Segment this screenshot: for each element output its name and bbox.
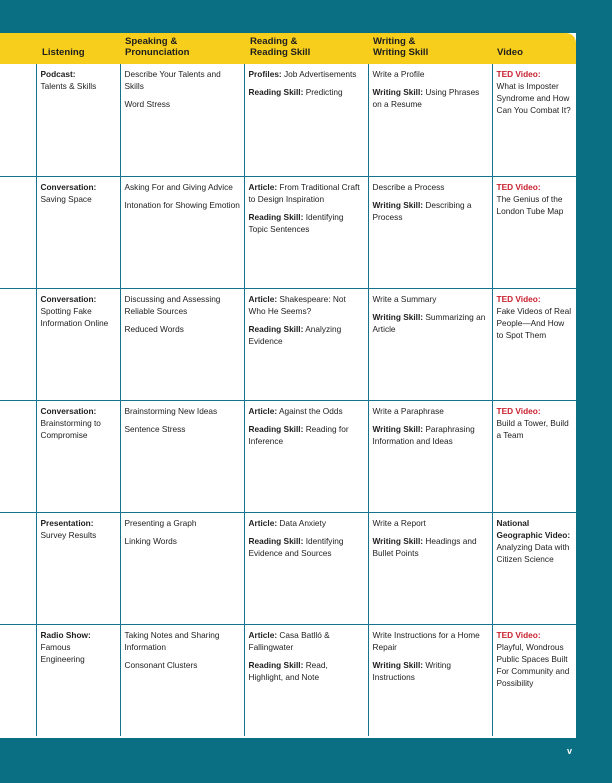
reading-cell [244,288,368,400]
reading-text: Article: Shakespeare: Not Who He Seems? [248,293,346,316]
unit-cell [0,64,36,176]
video-source: TED Video: [496,293,541,304]
table-row [0,624,576,736]
speaking-topic: Presenting a Graph [124,517,197,528]
reading-cell [244,400,368,512]
writing-skill: Writing Skill: Using Phrases on a Resume [372,87,480,109]
speaking-topic: Asking For and Giving Advice [124,181,233,192]
writing-cell [368,176,492,288]
page-number: v [567,746,573,756]
listening-cell [36,400,120,512]
table-row [0,288,576,400]
header-video: Video [497,47,523,58]
listening-title: Survey Results [40,529,97,540]
speaking-cell [120,288,244,400]
listening-title: Saving Space [40,193,92,204]
speaking-cell [120,400,244,512]
listening-type: Conversation: [40,405,97,416]
unit-cell [0,512,36,624]
writing-cell [368,624,492,736]
writing-cell [368,512,492,624]
unit-cell [0,176,36,288]
video-title: The Genius of the London Tube Map [496,193,564,216]
pronunciation-topic: Linking Words [124,535,177,546]
writing-skill: Writing Skill: Summarizing an Article [372,311,486,334]
speaking-cell [120,512,244,624]
writing-skill: Writing Skill: Writing Instructions [372,659,452,682]
writing-task: Write Instructions for a Home Repair [372,629,480,652]
reading-cell [244,624,368,736]
speaking-cell [120,176,244,288]
unit-cell [0,288,36,400]
video-title: Build a Tower, Build a Team [496,417,569,440]
header-listening: Listening [42,47,85,58]
speaking-topic: Describe Your Talents and Skills [124,69,221,91]
listening-type: Podcast: [40,69,76,79]
writing-task: Write a Profile [372,69,425,79]
reading-text: Profiles: Job Advertisements [248,69,357,79]
video-cell [492,400,576,512]
reading-text: Article: Data Anxiety [248,517,326,528]
listening-title: Spotting Fake Information Online [40,305,109,328]
reading-skill: Reading Skill: Read, Highlight, and Note [248,659,328,682]
speaking-cell [120,624,244,736]
video-title: Playful, Wondrous Public Spaces Built For Community and Possibility [496,641,570,688]
speaking-cell [120,64,244,176]
listening-type: Radio Show: [40,629,91,640]
writing-task: Write a Summary [372,293,437,304]
header-writing: Writing & Writing Skill [373,36,429,58]
video-title: Analyzing Data with Citizen Science [496,541,570,564]
speaking-topic: Taking Notes and Sharing Information [124,629,220,652]
writing-skill: Writing Skill: Headings and Bullet Points [372,535,477,558]
listening-title: Brainstorming to Compromise [40,417,101,440]
listening-cell [36,176,120,288]
table-header [0,33,576,64]
syllabus-grid [0,64,576,736]
unit-cell [0,400,36,512]
video-cell [492,288,576,400]
listening-type: Conversation: [40,293,97,304]
video-cell [492,512,576,624]
pronunciation-topic: Reduced Words [124,323,184,334]
writing-skill: Writing Skill: Describing a Process [372,199,472,222]
pronunciation-topic: Intonation for Showing Emotion [124,199,240,210]
reading-skill: Reading Skill: Analyzing Evidence [248,323,342,346]
video-title: What is Imposter Syndrome and How Can You Combat It? [496,81,571,115]
reading-skill: Reading Skill: Predicting [248,87,343,97]
video-source: TED Video: [496,181,541,192]
reading-skill: Reading Skill: Identifying Topic Sentences [248,211,344,234]
video-source: National Geographic Video: [496,517,571,540]
listening-cell [36,64,120,176]
reading-cell [244,176,368,288]
reading-text: Article: Against the Odds [248,405,343,416]
pronunciation-topic: Word Stress [124,99,170,109]
video-title: Fake Videos of Real People—And How to Spot Them [496,305,572,340]
speaking-topic: Brainstorming New Ideas [124,405,218,416]
listening-cell [36,624,120,736]
unit-cell [0,624,36,736]
listening-title: Talents & Skills [40,81,97,91]
video-source: TED Video: [496,629,541,640]
reading-skill: Reading Skill: Reading for Inference [248,423,349,446]
writing-task: Write a Report [372,517,426,528]
table-row [0,176,576,288]
table-row [0,512,576,624]
video-source: TED Video: [496,69,541,79]
header-reading: Reading & Reading Skill [250,36,311,58]
table-row [0,64,576,176]
video-cell [492,624,576,736]
writing-cell [368,288,492,400]
pronunciation-topic: Sentence Stress [124,423,186,434]
reading-skill: Reading Skill: Identifying Evidence and Sources [248,535,344,558]
pronunciation-topic: Consonant Clusters [124,659,198,670]
video-cell [492,176,576,288]
listening-type: Presentation: [40,517,94,528]
syllabus-table [0,33,576,738]
reading-text: Article: From Traditional Craft to Design Inspiration [248,181,360,204]
listening-type: Conversation: [40,181,97,192]
table-row [0,400,576,512]
writing-cell [368,400,492,512]
listening-title: Famous Engineering [40,641,85,664]
listening-cell [36,512,120,624]
writing-skill: Writing Skill: Paraphrasing Information and Ideas [372,423,475,446]
header-speaking: Speaking & Pronunciation [125,36,190,58]
video-source: TED Video: [496,405,541,416]
reading-cell [244,64,368,176]
listening-cell [36,288,120,400]
writing-cell [368,64,492,176]
writing-task: Write a Paraphrase [372,405,444,416]
reading-text: Article: Casa Batlló & Fallingwater [248,629,330,652]
reading-cell [244,512,368,624]
video-cell [492,64,576,176]
writing-task: Describe a Process [372,181,445,192]
speaking-topic: Discussing and Assessing Reliable Sources [124,293,221,316]
